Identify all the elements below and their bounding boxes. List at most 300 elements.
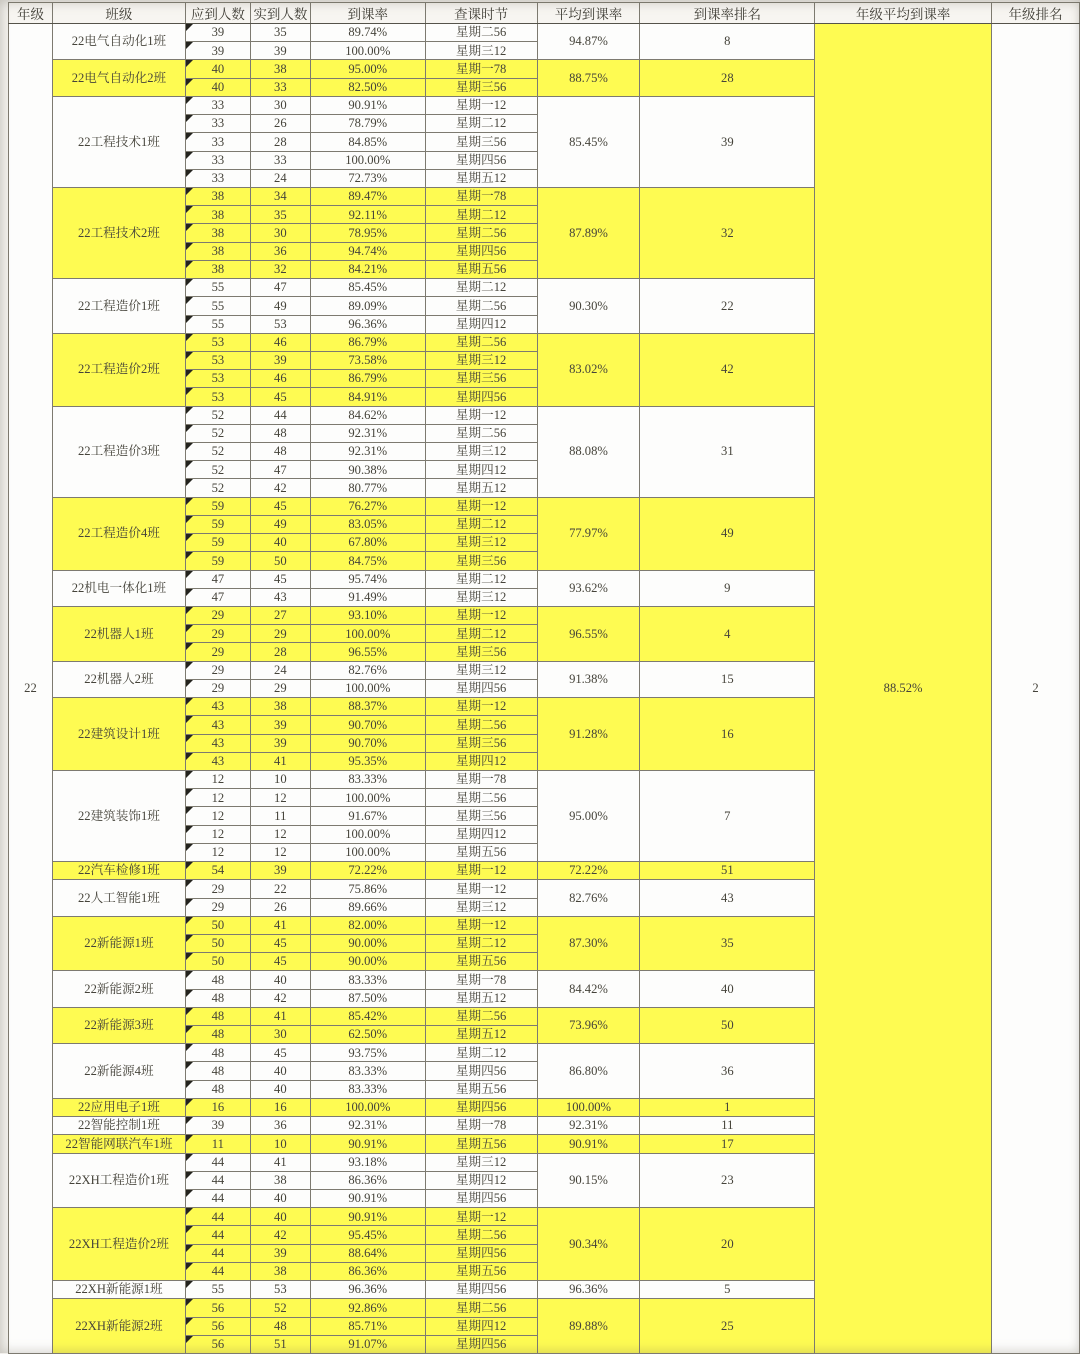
expected-count-cell: 56 xyxy=(185,1299,250,1317)
class-name-cell: 22工程技术2班 xyxy=(52,187,185,278)
actual-count-cell: 40 xyxy=(250,1080,310,1098)
expected-count-cell: 53 xyxy=(185,333,250,351)
rate-rank-cell: 50 xyxy=(640,1007,815,1043)
expected-count-cell: 29 xyxy=(185,898,250,916)
column-header-avg: 平均到课率 xyxy=(537,3,640,24)
expected-count-cell: 29 xyxy=(185,625,250,643)
class-name-cell: 22电气自动化2班 xyxy=(52,60,185,96)
attendance-rate-cell: 100.00% xyxy=(310,679,425,697)
average-rate-cell: 86.80% xyxy=(537,1044,640,1099)
check-period-cell: 星期三12 xyxy=(425,588,537,606)
rate-rank-cell: 36 xyxy=(640,1044,815,1099)
attendance-rate-cell: 86.79% xyxy=(310,370,425,388)
check-period-cell: 星期四56 xyxy=(425,388,537,406)
expected-count-cell: 43 xyxy=(185,716,250,734)
check-period-cell: 星期二56 xyxy=(425,224,537,242)
expected-count-cell: 38 xyxy=(185,260,250,278)
rate-rank-cell: 42 xyxy=(640,333,815,406)
expected-count-cell: 38 xyxy=(185,187,250,205)
check-period-cell: 星期四56 xyxy=(425,1190,537,1208)
actual-count-cell: 47 xyxy=(250,461,310,479)
column-header-grade: 年级 xyxy=(9,3,53,24)
attendance-rate-cell: 92.31% xyxy=(310,443,425,461)
actual-count-cell: 45 xyxy=(250,497,310,515)
expected-count-cell: 59 xyxy=(185,552,250,570)
expected-count-cell: 12 xyxy=(185,825,250,843)
attendance-rate-cell: 93.18% xyxy=(310,1153,425,1171)
expected-count-cell: 52 xyxy=(185,461,250,479)
check-period-cell: 星期二12 xyxy=(425,570,537,588)
check-period-cell: 星期一12 xyxy=(425,607,537,625)
check-period-cell: 星期三56 xyxy=(425,807,537,825)
column-header-period: 查课时节 xyxy=(425,3,537,24)
actual-count-cell: 29 xyxy=(250,625,310,643)
expected-count-cell: 53 xyxy=(185,370,250,388)
actual-count-cell: 40 xyxy=(250,1062,310,1080)
actual-count-cell: 36 xyxy=(250,1117,310,1135)
attendance-rate-cell: 90.70% xyxy=(310,716,425,734)
attendance-rate-cell: 90.00% xyxy=(310,953,425,971)
attendance-rate-cell: 62.50% xyxy=(310,1026,425,1044)
expected-count-cell: 11 xyxy=(185,1135,250,1153)
check-period-cell: 星期四56 xyxy=(425,1098,537,1116)
actual-count-cell: 24 xyxy=(250,661,310,679)
check-period-cell: 星期四12 xyxy=(425,1171,537,1189)
actual-count-cell: 27 xyxy=(250,607,310,625)
actual-count-cell: 46 xyxy=(250,370,310,388)
expected-count-cell: 43 xyxy=(185,734,250,752)
expected-count-cell: 47 xyxy=(185,588,250,606)
class-name-cell: 22机器人1班 xyxy=(52,607,185,662)
actual-count-cell: 46 xyxy=(250,333,310,351)
check-period-cell: 星期二56 xyxy=(425,789,537,807)
expected-count-cell: 38 xyxy=(185,242,250,260)
expected-count-cell: 39 xyxy=(185,24,250,42)
expected-count-cell: 52 xyxy=(185,479,250,497)
column-header-rate: 到课率 xyxy=(310,3,425,24)
check-period-cell: 星期一12 xyxy=(425,406,537,424)
actual-count-cell: 45 xyxy=(250,388,310,406)
expected-count-cell: 39 xyxy=(185,1117,250,1135)
average-rate-cell: 73.96% xyxy=(537,1007,640,1043)
check-period-cell: 星期五56 xyxy=(425,1262,537,1280)
class-name-cell: 22汽车检修1班 xyxy=(52,862,185,880)
rate-rank-cell: 4 xyxy=(640,607,815,662)
attendance-rate-cell: 92.86% xyxy=(310,1299,425,1317)
average-rate-cell: 88.08% xyxy=(537,406,640,497)
actual-count-cell: 38 xyxy=(250,60,310,78)
expected-count-cell: 12 xyxy=(185,770,250,788)
attendance-rate-cell: 84.21% xyxy=(310,260,425,278)
class-name-cell: 22工程造价4班 xyxy=(52,497,185,570)
average-rate-cell: 90.34% xyxy=(537,1208,640,1281)
actual-count-cell: 12 xyxy=(250,843,310,861)
expected-count-cell: 44 xyxy=(185,1226,250,1244)
actual-count-cell: 48 xyxy=(250,1317,310,1335)
expected-count-cell: 55 xyxy=(185,1281,250,1299)
expected-count-cell: 12 xyxy=(185,807,250,825)
actual-count-cell: 40 xyxy=(250,1208,310,1226)
attendance-rate-cell: 82.50% xyxy=(310,78,425,96)
attendance-rate-cell: 89.74% xyxy=(310,24,425,42)
attendance-rate-cell: 96.55% xyxy=(310,643,425,661)
average-rate-cell: 89.88% xyxy=(537,1299,640,1354)
actual-count-cell: 33 xyxy=(250,78,310,96)
attendance-rate-cell: 100.00% xyxy=(310,1098,425,1116)
expected-count-cell: 44 xyxy=(185,1171,250,1189)
average-rate-cell: 72.22% xyxy=(537,862,640,880)
attendance-rate-cell: 84.75% xyxy=(310,552,425,570)
check-period-cell: 星期一12 xyxy=(425,96,537,114)
actual-count-cell: 12 xyxy=(250,789,310,807)
check-period-cell: 星期二56 xyxy=(425,1299,537,1317)
class-name-cell: 22工程造价1班 xyxy=(52,279,185,334)
attendance-rate-cell: 73.58% xyxy=(310,351,425,369)
actual-count-cell: 40 xyxy=(250,1190,310,1208)
actual-count-cell: 38 xyxy=(250,1171,310,1189)
class-name-cell: 22XH工程造价2班 xyxy=(52,1208,185,1281)
check-period-cell: 星期三12 xyxy=(425,351,537,369)
expected-count-cell: 38 xyxy=(185,206,250,224)
attendance-rate-cell: 83.33% xyxy=(310,770,425,788)
average-rate-cell: 95.00% xyxy=(537,770,640,861)
check-period-cell: 星期四12 xyxy=(425,315,537,333)
average-rate-cell: 84.42% xyxy=(537,971,640,1007)
attendance-rate-cell: 75.86% xyxy=(310,880,425,898)
check-period-cell: 星期三56 xyxy=(425,734,537,752)
actual-count-cell: 35 xyxy=(250,24,310,42)
actual-count-cell: 38 xyxy=(250,698,310,716)
expected-count-cell: 52 xyxy=(185,443,250,461)
expected-count-cell: 48 xyxy=(185,971,250,989)
attendance-rate-cell: 95.35% xyxy=(310,752,425,770)
average-rate-cell: 91.38% xyxy=(537,661,640,697)
expected-count-cell: 47 xyxy=(185,570,250,588)
rate-rank-cell: 15 xyxy=(640,661,815,697)
actual-count-cell: 11 xyxy=(250,807,310,825)
class-name-cell: 22新能源2班 xyxy=(52,971,185,1007)
expected-count-cell: 55 xyxy=(185,297,250,315)
expected-count-cell: 50 xyxy=(185,934,250,952)
check-period-cell: 星期四12 xyxy=(425,461,537,479)
expected-count-cell: 44 xyxy=(185,1153,250,1171)
actual-count-cell: 43 xyxy=(250,588,310,606)
actual-count-cell: 49 xyxy=(250,297,310,315)
rate-rank-cell: 28 xyxy=(640,60,815,96)
actual-count-cell: 39 xyxy=(250,351,310,369)
attendance-rate-cell: 90.38% xyxy=(310,461,425,479)
expected-count-cell: 43 xyxy=(185,698,250,716)
expected-count-cell: 16 xyxy=(185,1098,250,1116)
table-row xyxy=(9,24,1080,42)
check-period-cell: 星期一78 xyxy=(425,770,537,788)
average-rate-cell: 87.89% xyxy=(537,187,640,278)
average-rate-cell: 93.62% xyxy=(537,570,640,606)
actual-count-cell: 30 xyxy=(250,224,310,242)
expected-count-cell: 48 xyxy=(185,989,250,1007)
attendance-rate-cell: 78.79% xyxy=(310,115,425,133)
attendance-rate-cell: 100.00% xyxy=(310,42,425,60)
actual-count-cell: 42 xyxy=(250,989,310,1007)
check-period-cell: 星期三12 xyxy=(425,1153,537,1171)
expected-count-cell: 44 xyxy=(185,1208,250,1226)
actual-count-cell: 42 xyxy=(250,1226,310,1244)
actual-count-cell: 34 xyxy=(250,187,310,205)
actual-count-cell: 39 xyxy=(250,1244,310,1262)
expected-count-cell: 59 xyxy=(185,497,250,515)
actual-count-cell: 39 xyxy=(250,716,310,734)
class-name-cell: 22智能控制1班 xyxy=(52,1117,185,1135)
attendance-rate-cell: 78.95% xyxy=(310,224,425,242)
expected-count-cell: 29 xyxy=(185,880,250,898)
rate-rank-cell: 35 xyxy=(640,916,815,971)
rate-rank-cell: 9 xyxy=(640,570,815,606)
attendance-table xyxy=(8,2,1080,1354)
check-period-cell: 星期五56 xyxy=(425,953,537,971)
expected-count-cell: 48 xyxy=(185,1062,250,1080)
actual-count-cell: 45 xyxy=(250,934,310,952)
actual-count-cell: 45 xyxy=(250,953,310,971)
average-rate-cell: 94.87% xyxy=(537,24,640,60)
column-header-rank: 到课率排名 xyxy=(640,3,815,24)
check-period-cell: 星期五56 xyxy=(425,1080,537,1098)
rate-rank-cell: 51 xyxy=(640,862,815,880)
attendance-rate-cell: 96.36% xyxy=(310,315,425,333)
check-period-cell: 星期三12 xyxy=(425,898,537,916)
check-period-cell: 星期五56 xyxy=(425,843,537,861)
class-name-cell: 22XH工程造价1班 xyxy=(52,1153,185,1208)
attendance-rate-cell: 85.42% xyxy=(310,1007,425,1025)
column-header-actual: 实到人数 xyxy=(250,3,310,24)
actual-count-cell: 28 xyxy=(250,133,310,151)
actual-count-cell: 41 xyxy=(250,916,310,934)
attendance-rate-cell: 89.66% xyxy=(310,898,425,916)
attendance-rate-cell: 90.91% xyxy=(310,1190,425,1208)
attendance-rate-cell: 88.64% xyxy=(310,1244,425,1262)
average-rate-cell: 96.55% xyxy=(537,607,640,662)
check-period-cell: 星期五12 xyxy=(425,1026,537,1044)
attendance-rate-cell: 85.71% xyxy=(310,1317,425,1335)
expected-count-cell: 44 xyxy=(185,1244,250,1262)
expected-count-cell: 29 xyxy=(185,607,250,625)
actual-count-cell: 41 xyxy=(250,1007,310,1025)
expected-count-cell: 48 xyxy=(185,1007,250,1025)
actual-count-cell: 26 xyxy=(250,115,310,133)
attendance-rate-cell: 92.31% xyxy=(310,1117,425,1135)
attendance-rate-cell: 90.70% xyxy=(310,734,425,752)
check-period-cell: 星期四12 xyxy=(425,1317,537,1335)
actual-count-cell: 22 xyxy=(250,880,310,898)
expected-count-cell: 52 xyxy=(185,406,250,424)
class-name-cell: 22机器人2班 xyxy=(52,661,185,697)
rate-rank-cell: 11 xyxy=(640,1117,815,1135)
check-period-cell: 星期二12 xyxy=(425,206,537,224)
expected-count-cell: 59 xyxy=(185,534,250,552)
class-name-cell: 22工程造价2班 xyxy=(52,333,185,406)
check-period-cell: 星期二56 xyxy=(425,716,537,734)
actual-count-cell: 50 xyxy=(250,552,310,570)
expected-count-cell: 56 xyxy=(185,1317,250,1335)
actual-count-cell: 44 xyxy=(250,406,310,424)
class-name-cell: 22建筑设计1班 xyxy=(52,698,185,771)
check-period-cell: 星期二12 xyxy=(425,115,537,133)
check-period-cell: 星期五12 xyxy=(425,989,537,1007)
class-name-cell: 22建筑装饰1班 xyxy=(52,770,185,861)
class-name-cell: 22新能源1班 xyxy=(52,916,185,971)
attendance-rate-cell: 72.22% xyxy=(310,862,425,880)
check-period-cell: 星期一78 xyxy=(425,971,537,989)
check-period-cell: 星期三56 xyxy=(425,370,537,388)
actual-count-cell: 30 xyxy=(250,1026,310,1044)
class-name-cell: 22人工智能1班 xyxy=(52,880,185,916)
expected-count-cell: 33 xyxy=(185,115,250,133)
attendance-rate-cell: 100.00% xyxy=(310,151,425,169)
expected-count-cell: 48 xyxy=(185,1026,250,1044)
column-header-expected: 应到人数 xyxy=(185,3,250,24)
average-rate-cell: 77.97% xyxy=(537,497,640,570)
expected-count-cell: 53 xyxy=(185,388,250,406)
check-period-cell: 星期二12 xyxy=(425,515,537,533)
actual-count-cell: 38 xyxy=(250,1262,310,1280)
average-rate-cell: 85.45% xyxy=(537,96,640,187)
check-period-cell: 星期二56 xyxy=(425,1007,537,1025)
check-period-cell: 星期二12 xyxy=(425,1044,537,1062)
attendance-rate-cell: 83.33% xyxy=(310,1080,425,1098)
attendance-rate-cell: 91.49% xyxy=(310,588,425,606)
check-period-cell: 星期四56 xyxy=(425,1244,537,1262)
actual-count-cell: 53 xyxy=(250,1281,310,1299)
attendance-rate-cell: 91.07% xyxy=(310,1335,425,1353)
average-rate-cell: 91.28% xyxy=(537,698,640,771)
column-header-grade-avg: 年级平均到课率 xyxy=(815,3,992,24)
expected-count-cell: 29 xyxy=(185,679,250,697)
attendance-rate-cell: 89.47% xyxy=(310,187,425,205)
check-period-cell: 星期一12 xyxy=(425,862,537,880)
rate-rank-cell: 16 xyxy=(640,698,815,771)
attendance-rate-cell: 94.74% xyxy=(310,242,425,260)
attendance-rate-cell: 89.09% xyxy=(310,297,425,315)
actual-count-cell: 47 xyxy=(250,279,310,297)
average-rate-cell: 90.91% xyxy=(537,1135,640,1153)
class-name-cell: 22应用电子1班 xyxy=(52,1098,185,1116)
check-period-cell: 星期一12 xyxy=(425,1208,537,1226)
class-name-cell: 22工程造价3班 xyxy=(52,406,185,497)
check-period-cell: 星期一12 xyxy=(425,916,537,934)
actual-count-cell: 12 xyxy=(250,825,310,843)
average-rate-cell: 90.30% xyxy=(537,279,640,334)
expected-count-cell: 29 xyxy=(185,661,250,679)
check-period-cell: 星期三12 xyxy=(425,42,537,60)
attendance-rate-cell: 85.45% xyxy=(310,279,425,297)
check-period-cell: 星期四12 xyxy=(425,825,537,843)
rate-rank-cell: 40 xyxy=(640,971,815,1007)
rate-rank-cell: 5 xyxy=(640,1281,815,1299)
rate-rank-cell: 43 xyxy=(640,880,815,916)
attendance-rate-cell: 100.00% xyxy=(310,789,425,807)
actual-count-cell: 41 xyxy=(250,752,310,770)
check-period-cell: 星期四56 xyxy=(425,1062,537,1080)
expected-count-cell: 48 xyxy=(185,1080,250,1098)
expected-count-cell: 55 xyxy=(185,279,250,297)
rate-rank-cell: 8 xyxy=(640,24,815,60)
actual-count-cell: 28 xyxy=(250,643,310,661)
actual-count-cell: 49 xyxy=(250,515,310,533)
rate-rank-cell: 7 xyxy=(640,770,815,861)
check-period-cell: 星期三56 xyxy=(425,78,537,96)
expected-count-cell: 33 xyxy=(185,151,250,169)
rate-rank-cell: 49 xyxy=(640,497,815,570)
average-rate-cell: 88.75% xyxy=(537,60,640,96)
expected-count-cell: 59 xyxy=(185,515,250,533)
actual-count-cell: 45 xyxy=(250,1044,310,1062)
expected-count-cell: 54 xyxy=(185,862,250,880)
check-period-cell: 星期二56 xyxy=(425,24,537,42)
actual-count-cell: 45 xyxy=(250,570,310,588)
attendance-rate-cell: 92.31% xyxy=(310,424,425,442)
class-name-cell: 22工程技术1班 xyxy=(52,96,185,187)
attendance-rate-cell: 83.33% xyxy=(310,971,425,989)
attendance-rate-cell: 84.62% xyxy=(310,406,425,424)
actual-count-cell: 29 xyxy=(250,679,310,697)
expected-count-cell: 33 xyxy=(185,169,250,187)
actual-count-cell: 39 xyxy=(250,734,310,752)
expected-count-cell: 29 xyxy=(185,643,250,661)
actual-count-cell: 24 xyxy=(250,169,310,187)
attendance-rate-cell: 90.91% xyxy=(310,1135,425,1153)
actual-count-cell: 10 xyxy=(250,1135,310,1153)
actual-count-cell: 39 xyxy=(250,42,310,60)
average-rate-cell: 100.00% xyxy=(537,1098,640,1116)
check-period-cell: 星期三56 xyxy=(425,643,537,661)
check-period-cell: 星期五12 xyxy=(425,169,537,187)
table-header-row xyxy=(9,3,1080,24)
class-name-cell: 22新能源4班 xyxy=(52,1044,185,1099)
check-period-cell: 星期二56 xyxy=(425,424,537,442)
check-period-cell: 星期四56 xyxy=(425,151,537,169)
attendance-rate-cell: 91.67% xyxy=(310,807,425,825)
check-period-cell: 星期二56 xyxy=(425,333,537,351)
grade-rank-cell: 2 xyxy=(992,24,1080,1354)
expected-count-cell: 52 xyxy=(185,424,250,442)
check-period-cell: 星期三56 xyxy=(425,552,537,570)
attendance-rate-cell: 95.45% xyxy=(310,1226,425,1244)
attendance-rate-cell: 92.11% xyxy=(310,206,425,224)
expected-count-cell: 43 xyxy=(185,752,250,770)
check-period-cell: 星期二12 xyxy=(425,625,537,643)
attendance-rate-cell: 82.76% xyxy=(310,661,425,679)
average-rate-cell: 92.31% xyxy=(537,1117,640,1135)
expected-count-cell: 55 xyxy=(185,315,250,333)
check-period-cell: 星期四56 xyxy=(425,1281,537,1299)
actual-count-cell: 48 xyxy=(250,443,310,461)
check-period-cell: 星期二12 xyxy=(425,279,537,297)
attendance-rate-cell: 90.91% xyxy=(310,1208,425,1226)
check-period-cell: 星期三56 xyxy=(425,133,537,151)
class-name-cell: 22新能源3班 xyxy=(52,1007,185,1043)
class-name-cell: 22XH新能源1班 xyxy=(52,1281,185,1299)
class-name-cell: 22智能网联汽车1班 xyxy=(52,1135,185,1153)
attendance-rate-cell: 83.33% xyxy=(310,1062,425,1080)
rate-rank-cell: 22 xyxy=(640,279,815,334)
check-period-cell: 星期四56 xyxy=(425,1335,537,1353)
expected-count-cell: 12 xyxy=(185,789,250,807)
attendance-rate-cell: 83.05% xyxy=(310,515,425,533)
expected-count-cell: 39 xyxy=(185,42,250,60)
rate-rank-cell: 17 xyxy=(640,1135,815,1153)
attendance-rate-cell: 100.00% xyxy=(310,825,425,843)
grade-average-rate-cell: 88.52% xyxy=(815,24,992,1354)
expected-count-cell: 50 xyxy=(185,916,250,934)
